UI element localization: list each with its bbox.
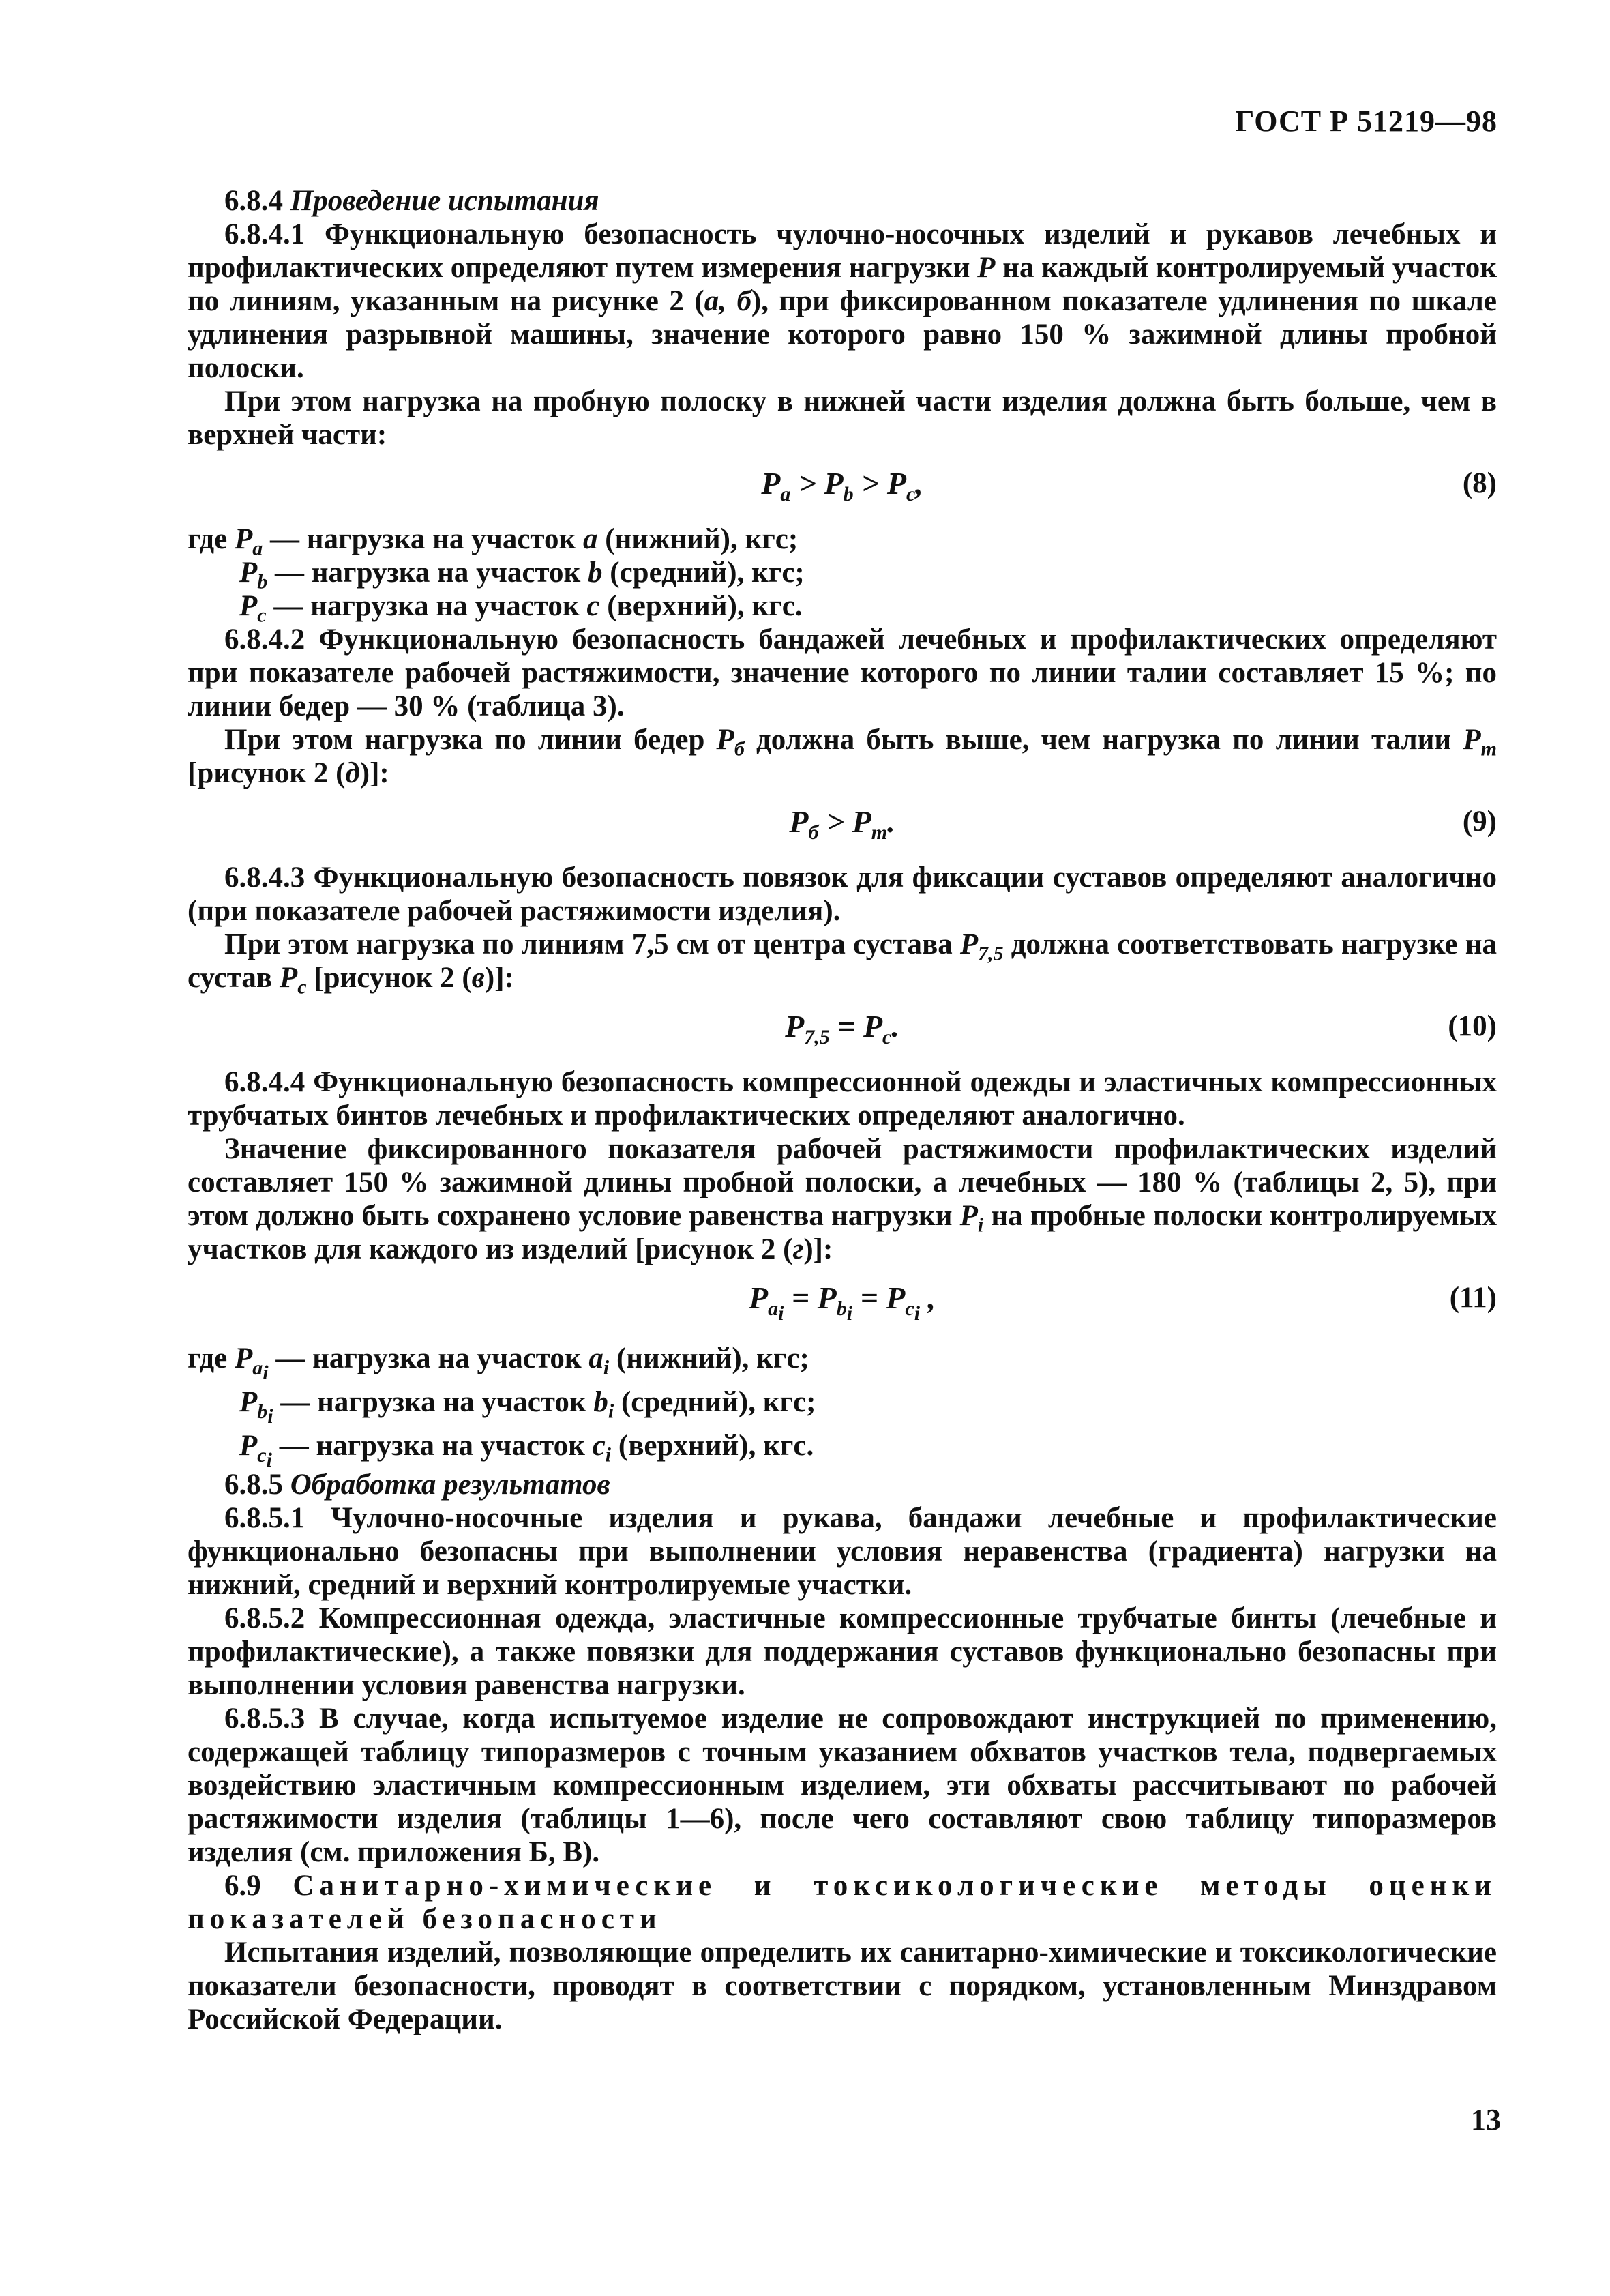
formula-8 (188, 467, 1497, 507)
formula-11 (188, 1280, 1497, 1325)
formula-10-number: (10) (1448, 1010, 1497, 1042)
paragraph-6-9: Испытания изделий, позволяющие определить их санитарно-химические и токсикологические показатели безопасности, проводят в соответствии с порядком, установленным Минздравом Российской Федерации. (188, 1937, 1497, 2035)
formula-11-expression: $P_{a_i} = P_{b_i} = P_{c_i}$ , (748, 1280, 936, 1325)
paragraph-joint-load: При этом нагрузка по линиям 7,5 см от центра сустава $P_{7,5}$ должна соответствовать нагрузке на сустав $P_с$ [рисунок 2 (в)]: (188, 928, 1497, 999)
legend-row-a: где $P_a$ — нагрузка на участок a (нижний), кгс; (188, 523, 799, 560)
paragraph-stretch-value: Значение фиксированного показателя рабочей растяжимости профилактических изделий составляет 150 % зажимной длины пробной полоски, а лечебных — 180 % (таблицы 2, 5), при этом должно быть сохранено условие равенства нагрузки $P_i$ на пробные полоски контролируемых участков для каждого из изделий [рисунок 2 (г)]: (188, 1133, 1497, 1265)
page-number: 13 (1471, 2103, 1501, 2136)
paragraph-6-8-4-1: 6.8.4.1 Функциональную безопасность чулочно-носочных изделий и рукавов лечебных и профилактических определяют путем измерения нагрузки P на каждый контролируемый участок по линиям, указанным на рисунке 2 (а, б), при фиксированном показателе удлинения по шкале удлинения разрывной машины, значение которого равно 150 % зажимной длины пробной полоски. (188, 218, 1497, 384)
legend-row-bi: $P_{b_i}$ — нагрузка на участок $b_i$ (средний), кгс; (239, 1386, 816, 1428)
paragraph-6-8-5-1: 6.8.5.1 Чулочно-носочные изделия и рукава, бандажи лечебные и профилактические функционально безопасны при выполнении условия неравенства (градиента) нагрузки на нижний, средний и верхний контролируемые участки. (188, 1502, 1497, 1601)
document-body (188, 184, 1497, 2036)
formula-8-expression: $P_a > P_b > P_c$, (761, 466, 923, 506)
legend-row-b: $P_b$ — нагрузка на участок b (средний), кгс; (239, 557, 805, 593)
paragraph-load-condition: При этом нагрузка на пробную полоску в нижней части изделия должна быть больше, чем в верхней части: (188, 385, 1497, 451)
section-heading-6-8-4: 6.8.4 Проведение испытания (224, 185, 599, 217)
paragraph-6-8-4-4: 6.8.4.4 Функциональную безопасность компрессионной одежды и эластичных компрессионных трубчатых бинтов лечебных и профилактических определяют аналогично. (188, 1066, 1497, 1132)
formula-8-number: (8) (1462, 467, 1497, 499)
section-heading-6-8-5: 6.8.5 Обработка результатов (224, 1469, 610, 1501)
formula-8-legend (188, 523, 1497, 627)
formula-9-expression: $P_б > P_т$. (789, 804, 895, 844)
formula-9-number: (9) (1462, 806, 1497, 838)
legend-row-ci: $P_{c_i}$ — нагрузка на участок $c_i$ (верхний), кгс. (239, 1430, 814, 1471)
paragraph-hip-waist-load: При этом нагрузка по линии бедер $P_б$ должна быть выше, чем нагрузка по линии талии $P_т$ [рисунок 2 (д)]: (188, 724, 1497, 789)
formula-11-legend (188, 1337, 1497, 1471)
legend-row-ai: где $P_{a_i}$ — нагрузка на участок $a_i$ (нижний), кгс; (188, 1342, 809, 1384)
legend-row-c: $P_c$ — нагрузка на участок c (верхний), кгс. (239, 590, 803, 627)
formula-10-expression: $P_{7,5} = P_с$. (785, 1009, 899, 1049)
formula-9 (188, 805, 1497, 846)
paragraph-6-8-4-3: 6.8.4.3 Функциональную безопасность повязок для фиксации суставов определяют аналогично (при показателе рабочей растяжимости изделия). (188, 862, 1497, 927)
document-code: ГОСТ Р 51219—98 (1235, 104, 1497, 138)
formula-11-number: (11) (1449, 1282, 1497, 1314)
paragraph-6-8-5-2: 6.8.5.2 Компрессионная одежда, эластичные компрессионные трубчатые бинты (лечебные и профилактические), а также повязки для поддержания суставов функционально безопасны при выполнении условия равенства нагрузки. (188, 1602, 1497, 1701)
paragraph-6-8-5-3: 6.8.5.3 В случае, когда испытуемое изделие не сопровождают инструкцией по применению, содержащей таблицу типоразмеров с точным указанием обхватов участков тела, подвергаемых воздействию эластичным компрессионным изделием, эти обхваты рассчитывают по рабочей растяжимости изделия (таблицы 1—6), после чего составляют свою таблицу типоразмеров изделия (см. приложения Б, В). (188, 1703, 1497, 1868)
formula-10 (188, 1010, 1497, 1050)
paragraph-6-8-4-2: 6.8.4.2 Функциональную безопасность бандажей лечебных и профилактических определяют при показателе рабочей растяжимости, значение которого по линии талии составляет 15 %; по линии бедер — 30 % (таблица 3). (188, 623, 1497, 722)
section-heading-6-9: 6.9 Санитарно-химические и токсикологические методы оценки показателей безопасности (188, 1870, 1497, 1935)
